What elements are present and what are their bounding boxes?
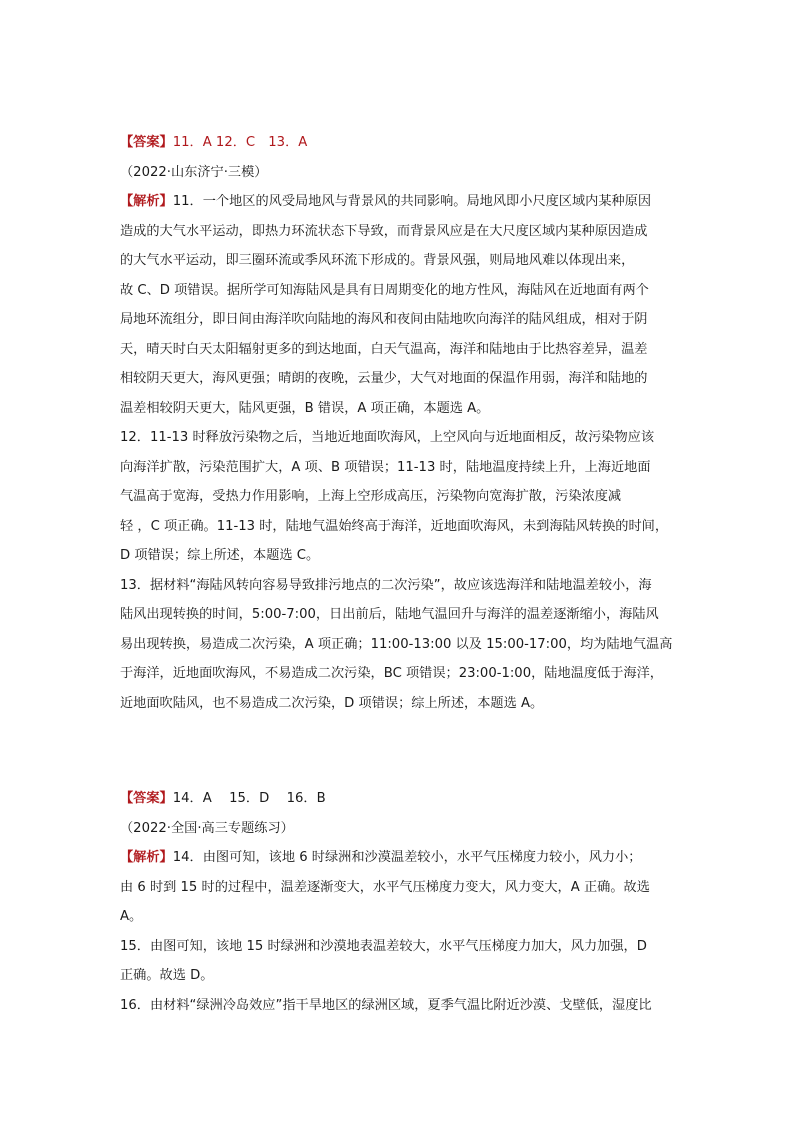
- analysis-line: 温差相较阴天更大，陆风更强，B 错误，A 项正确，本题选 A。: [120, 400, 490, 416]
- analysis-line: [120, 843, 676, 873]
- analysis-line: 轻 ，C 项正确。11-13 时，陆地气温始终高于海洋，近地面吹海风，未到海陆风转换的时间，: [120, 518, 669, 534]
- answer-tag: 【答案】: [120, 791, 173, 806]
- answer-section-1: [120, 128, 676, 718]
- source-line: [120, 158, 676, 188]
- analysis-line: D 项错误；综上所述，本题选 C。: [120, 548, 320, 563]
- analysis-line: 陆风出现转换的时间，5:00-7:00，日出前后，陆地气温回升与海洋的温差逐渐缩小，海陆风: [120, 607, 659, 622]
- analysis-line: 向海洋扩散，污染范围扩大，A 项、B 项错误；11-13 时，陆地温度持续上升，上海近地面: [120, 459, 651, 475]
- analysis-line: [120, 187, 676, 217]
- answer-text: 14．A 15．D 16．B: [172, 791, 326, 806]
- analysis-line: 于海洋，近地面吹海风，不易造成二次污染，BC 项错误；23:00-1:00，陆地温度低于海洋，: [120, 666, 663, 681]
- analysis-line: 的大气水平运动，即三圈环流或季风环流下形成的。背景风强，则局地风难以体现出来，: [120, 253, 635, 268]
- source-line: [120, 814, 676, 844]
- analysis-line: 由 6 时到 15 时的过程中，温差逐渐变大，水平气压梯度力变大，风力变大，A 正确。故选: [120, 879, 650, 895]
- analysis-line: 造成的大气水平运动，即热力环流状态下导致，而背景风应是在大尺度区域内某种原因造成: [120, 223, 648, 239]
- answer-text: 11．A 12．C 13．A: [172, 135, 308, 150]
- answer-line: [120, 128, 676, 158]
- analysis-line: 15．由图可知，该地 15 时绿洲和沙漠地表温差较大，水平气压梯度力加大，风力加强，D: [120, 938, 647, 954]
- source-text: （2022·全国·高三专题练习）: [120, 820, 294, 836]
- analysis-line: 13．据材料“海陆风转向容易导致排污地点的二次污染”，故应该选海洋和陆地温差较小，海: [120, 577, 652, 593]
- answer-line: [120, 784, 676, 814]
- analysis-line: 气温高于宽海，受热力作用影响，上海上空形成高压，污染物向宽海扩散，污染浓度减: [120, 489, 622, 504]
- analysis-line: 12．11-13 时释放污染物之后，当地近地面吹海风，上空风向与近地面相反，故污染物应该: [120, 430, 655, 445]
- analysis-line: 近地面吹陆风，也不易造成二次污染，D 项错误；综上所述，本题选 A。: [120, 695, 544, 711]
- analysis-line: A。: [120, 909, 143, 924]
- analysis-line: 易出现转换，易造成二次污染，A 项正确；11:00-13:00 以及 15:00-17:00，均为陆地气温高: [120, 636, 673, 652]
- analysis-line: 正确。故选 D。: [120, 968, 214, 983]
- analysis-line: 相较阴天更大，海风更强；晴朗的夜晚，云量少，大气对地面的保温作用弱，海洋和陆地的: [120, 371, 648, 386]
- source-text: （2022·山东济宁·三模）: [120, 164, 268, 180]
- analysis-line: 局地环流组分，即日间由海洋吹向陆地的海风和夜间由陆地吹向海洋的陆风组成，相对于阴: [120, 312, 648, 327]
- answer-section-2: [120, 784, 676, 1020]
- analysis-tag: 【解析】: [120, 194, 173, 209]
- analysis-line: 天，晴天时白天太阳辐射更多的到达地面，白天气温高，海洋和陆地由于比热容差异，温差: [120, 341, 648, 357]
- analysis-text: 14．由图可知，该地 6 时绿洲和沙漠温差较小，水平气压梯度力较小，风力小；: [172, 850, 642, 865]
- analysis-text: 11．一个地区的风受局地风与背景风的共同影响。局地风即小尺度区域内某种原因: [172, 194, 652, 209]
- analysis-tag: 【解析】: [120, 850, 173, 865]
- analysis-line: 故 C、D 项错误。据所学可知海陆风是具有日周期变化的地方性风，海陆风在近地面有两个: [120, 282, 649, 298]
- answer-tag: 【答案】: [120, 135, 173, 150]
- analysis-line: 16．由材料“绿洲冷岛效应”指干旱地区的绿洲区域，夏季气温比附近沙漠、戈壁低，湿度比: [120, 997, 652, 1013]
